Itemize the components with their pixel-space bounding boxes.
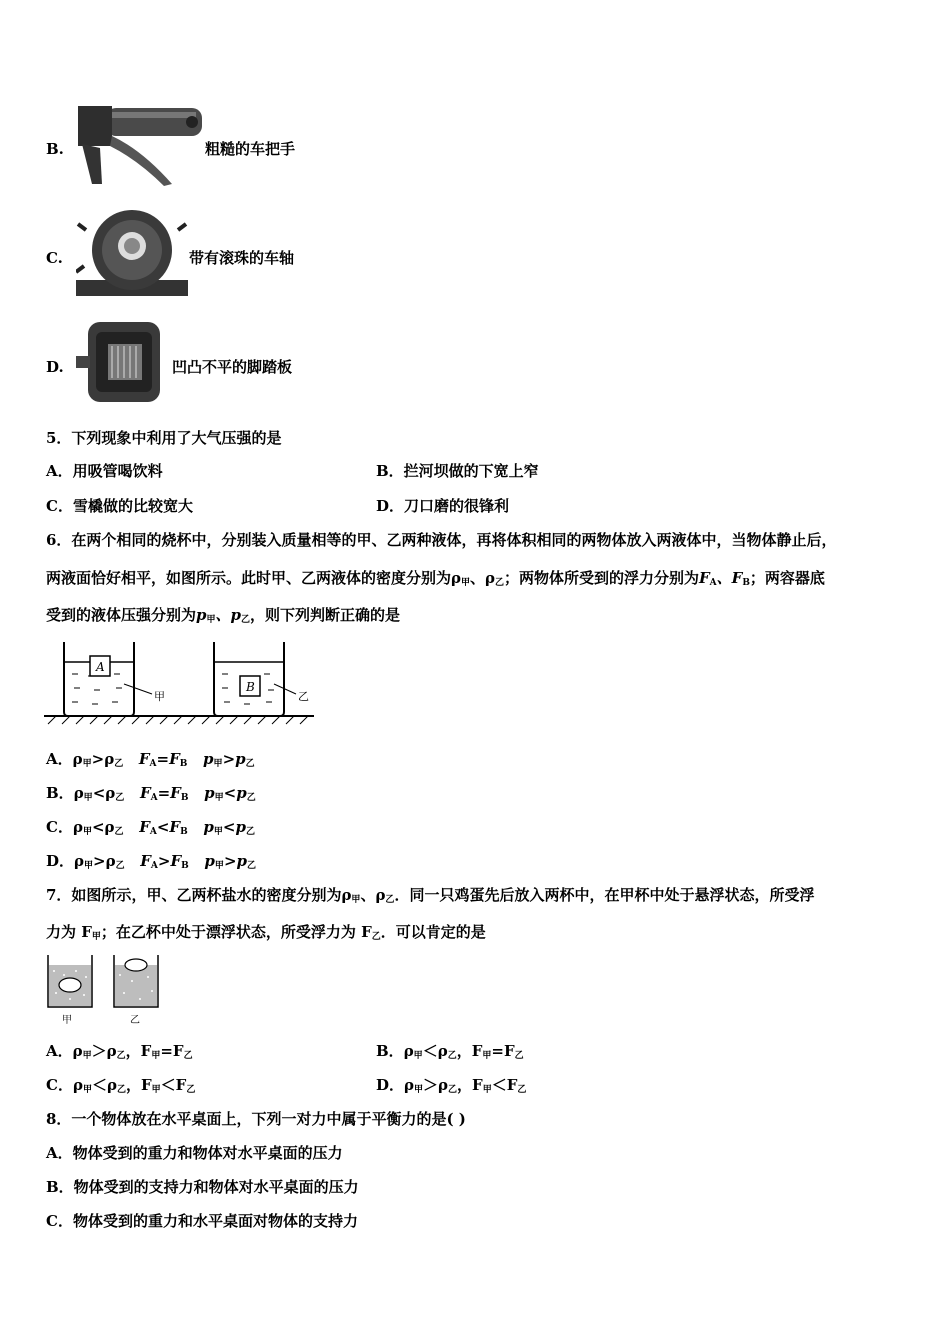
q7-egg-suspended [59, 978, 81, 992]
q6-beakers-figure [44, 640, 314, 726]
q7-label-jia: 甲 [62, 1015, 72, 1025]
q8-option-a: A．物体受到的重力和物体对水平桌面的压力 [46, 1144, 343, 1162]
q6-option-b: B．$\rho_甲<\rho_乙$ $F_A=F_B$ $p_甲<p_乙$ [46, 784, 256, 803]
q7-option-b: B．$\rho_甲<\rho_乙$，$F_甲=F_乙$ [376, 1042, 524, 1061]
bike-handlebar-image [72, 100, 206, 188]
q7-stem-line2: 力为 $F_甲$；在乙杯中处于漂浮状态，所受浮力为 $F_乙$．可以肯定的是 [46, 923, 486, 942]
q8-option-c: C．物体受到的重力和水平桌面对物体的支持力 [46, 1212, 358, 1230]
bike-pedal-image [74, 320, 172, 404]
q6-option-c: C．$\rho_甲<\rho_乙$ $F_A<F_B$ $p_甲<p_乙$ [46, 818, 255, 837]
q5-option-c: C．雪橇做的比较宽大 [46, 497, 193, 515]
q5-option-a: A．用吸管喝饮料 [46, 462, 163, 480]
q7-stem-line1: 7．如图所示，甲、乙两杯盐水的密度分别为$\rho_甲$、$\rho_乙$．同一只鸡蛋先后放入两杯中，在甲杯中处于悬浮状态，所受浮 [46, 886, 815, 905]
q5-option-b: B．拦河坝做的下宽上窄 [376, 462, 539, 480]
q7-cups-figure [44, 953, 166, 1025]
q6-label-b: B [246, 680, 255, 694]
q7-option-a: A．$\rho_甲>\rho_乙$，$F_甲=F_乙$ [46, 1042, 193, 1061]
q4-option-d-letter: D. [46, 358, 64, 376]
q4-option-b-letter: B. [46, 140, 64, 158]
q8-stem: 8．一个物体放在水平桌面上，下列一对力中属于平衡力的是( ) [46, 1110, 466, 1128]
q8-option-b: B．物体受到的支持力和物体对水平桌面的压力 [46, 1178, 359, 1196]
q6-option-d: D．$\rho_甲>\rho_乙$ $F_A>F_B$ $p_甲>p_乙$ [46, 852, 257, 871]
q6-stem-line2: 两液面恰好相平，如图所示。此时甲、乙两液体的密度分别为$\rho_甲$、$\rho_乙$；两物体所受到的浮力分别为$F_A$、$F_B$；两容器底 [46, 569, 825, 588]
q6-label-a: A [96, 660, 105, 674]
q6-label-jia: 甲 [154, 690, 165, 703]
q6-label-yi: 乙 [298, 690, 309, 703]
q5-option-d: D．刀口磨的很锋利 [376, 497, 510, 515]
q6-stem-line3: 受到的液体压强分别为$p_甲$、$p_乙$，则下列判断正确的是 [46, 606, 401, 625]
bike-axle-bearing-image [76, 210, 188, 296]
q7-label-yi: 乙 [130, 1015, 140, 1025]
q4-option-d-text: 凹凸不平的脚踏板 [172, 358, 293, 376]
q4-option-c-letter: C. [46, 249, 63, 267]
q6-option-a: A．$\rho_甲>\rho_乙$ $F_A=F_B$ $p_甲>p_乙$ [46, 750, 255, 769]
q6-stem-line1: 6．在两个相同的烧杯中，分别装入质量相等的甲、乙两种液体，再将体积相同的两物体放入两液体中，当物体静止后， [46, 531, 837, 549]
q5-stem: 5．下列现象中利用了大气压强的是 [46, 429, 282, 447]
q7-option-c: C．$\rho_甲<\rho_乙$，$F_甲<F_乙$ [46, 1076, 196, 1095]
q4-option-b-text: 粗糙的车把手 [205, 140, 296, 158]
q7-egg-floating [125, 959, 147, 971]
q4-option-c-text: 带有滚珠的车轴 [189, 249, 295, 267]
q7-option-d: D．$\rho_甲>\rho_乙$，$F_甲<F_乙$ [376, 1076, 527, 1095]
